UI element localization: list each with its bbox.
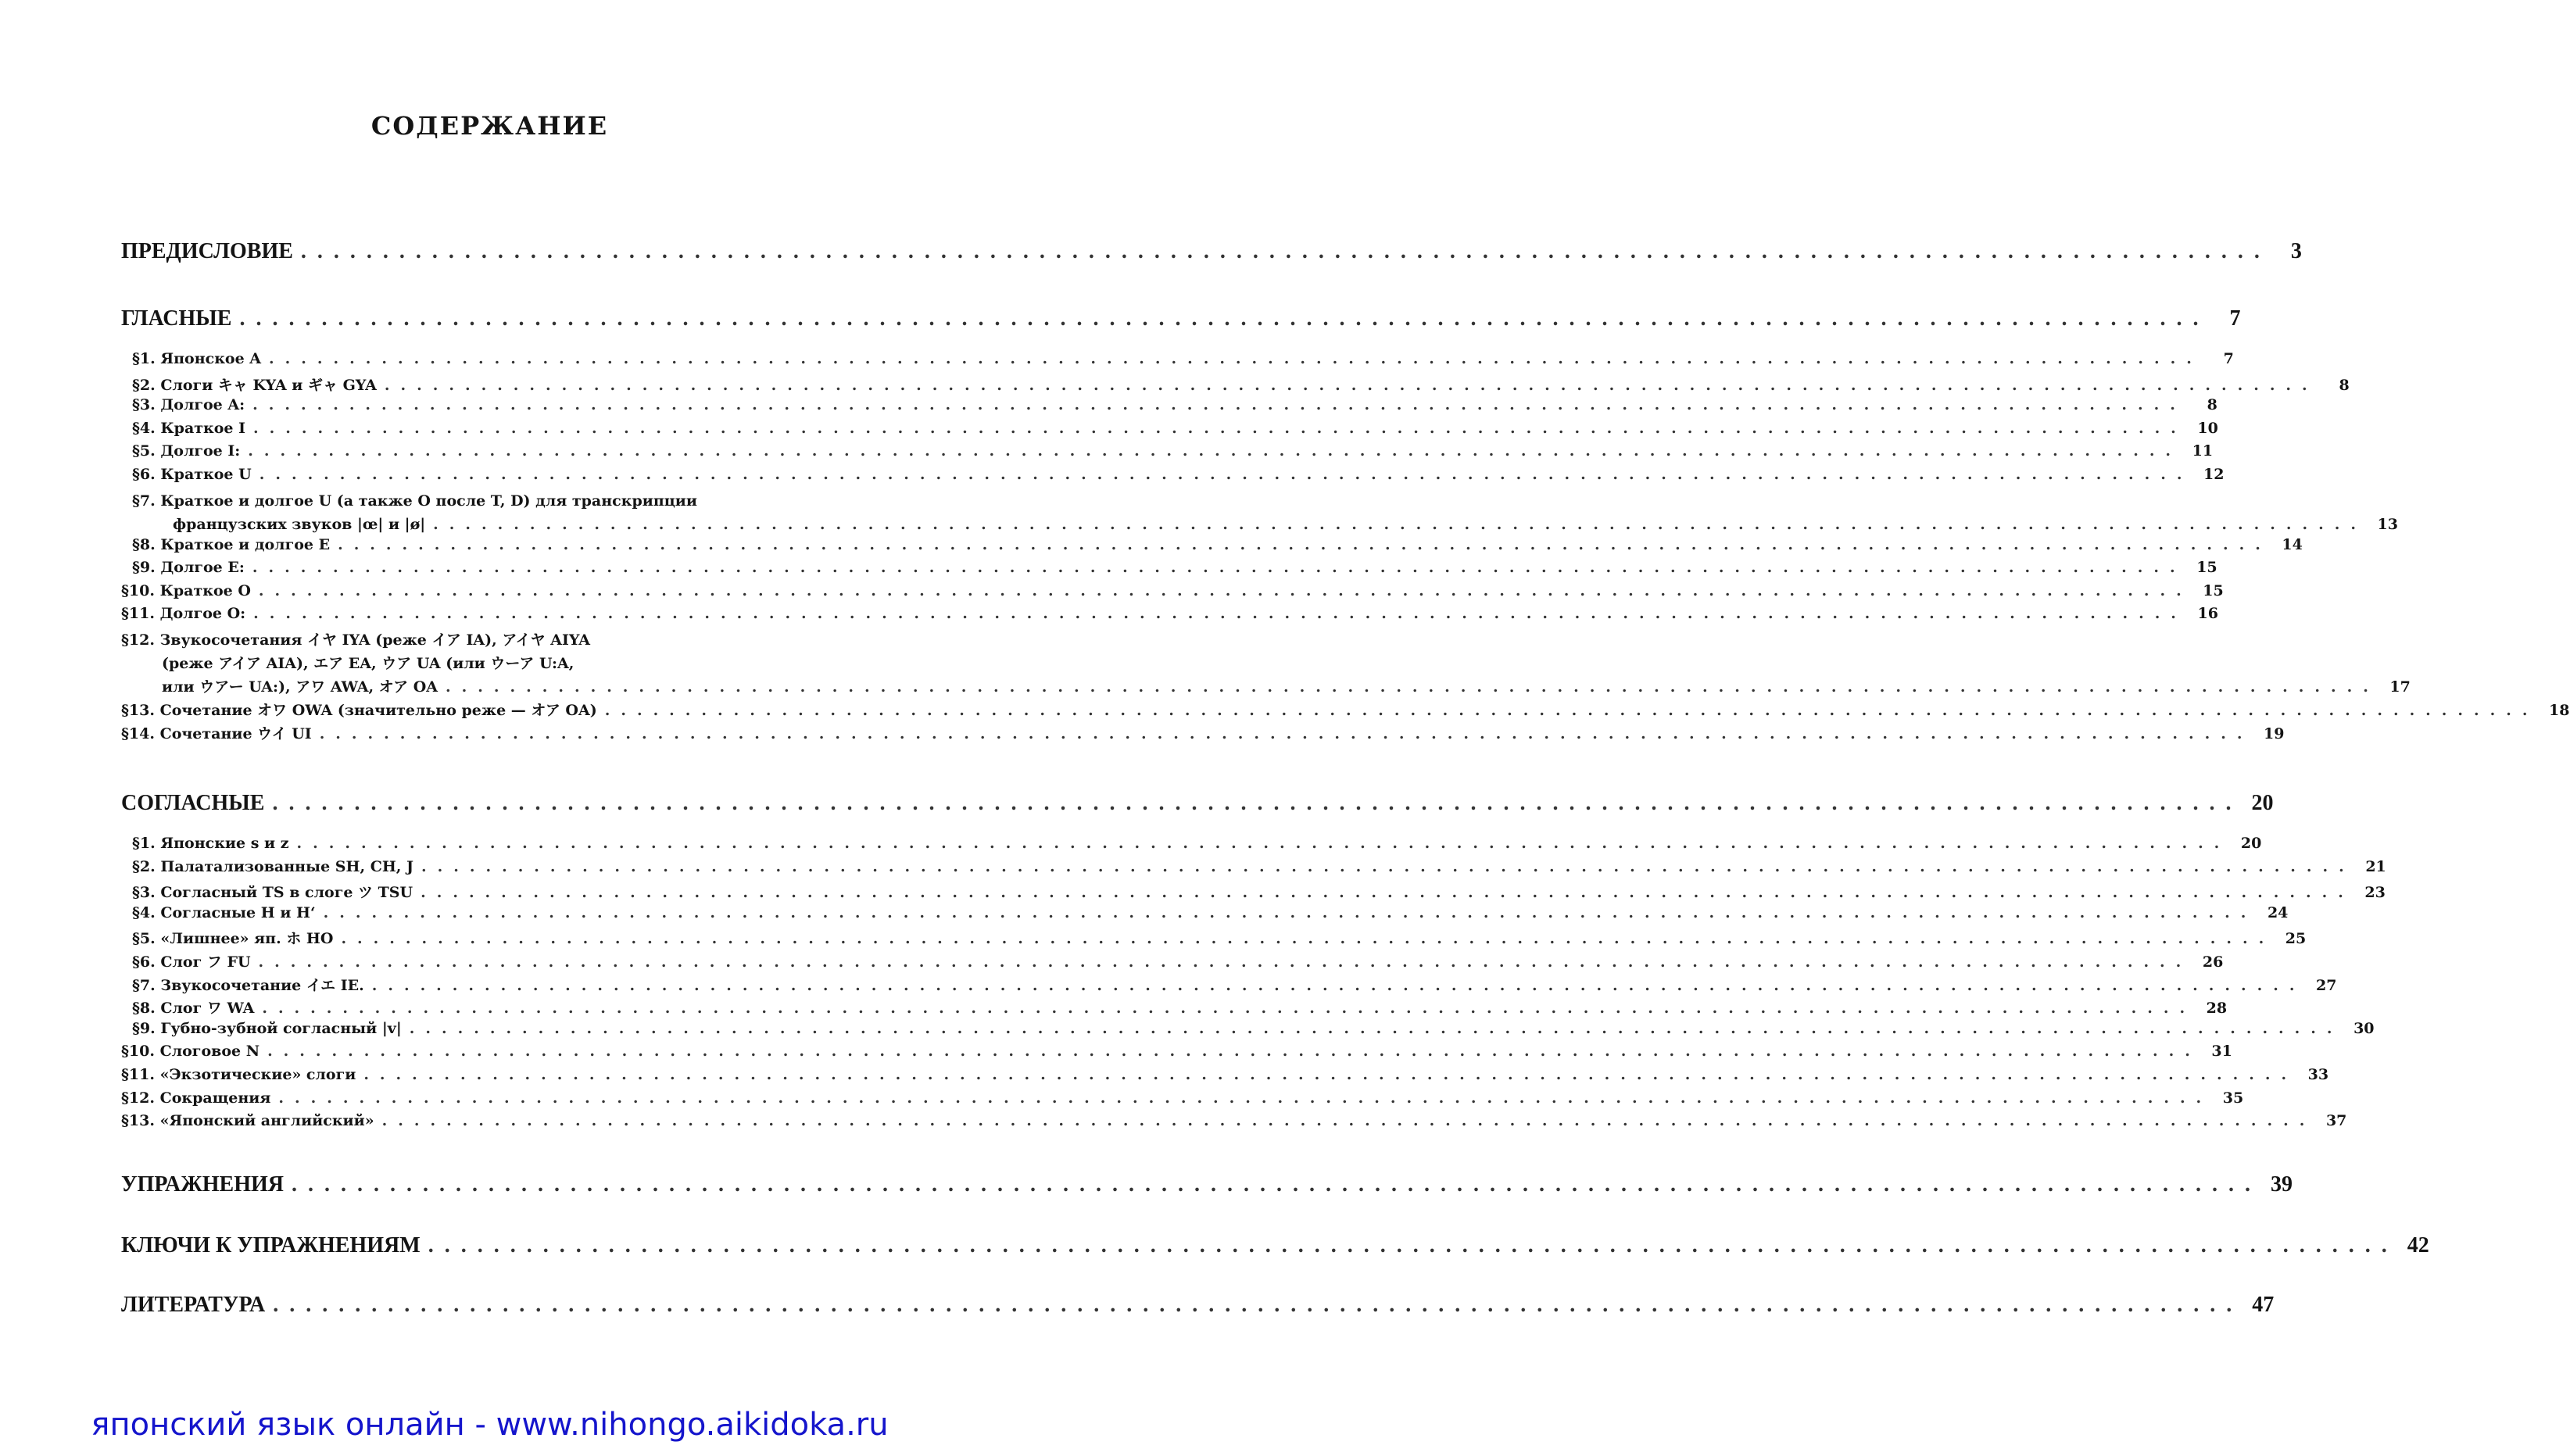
toc-heading-exercises[interactable] — [121, 1172, 2293, 1205]
toc-page-number: 18 — [2549, 701, 2570, 719]
dot-leader: ........................................................................................................................ — [292, 1172, 2261, 1197]
dot-leader: ........................................................................................................................ — [421, 884, 2354, 902]
toc-page-number: 20 — [2240, 835, 2262, 852]
toc-heading-label: СОГЛАСНЫЕ — [121, 791, 265, 815]
toc-item-label: §9. Губно-зубной согласный |v| — [132, 1019, 402, 1037]
toc-vowels — [121, 306, 2570, 745]
toc-page-number: 10 — [2197, 419, 2218, 437]
toc-item-vowel[interactable] — [121, 722, 2285, 746]
dot-leader: ........................................................................................................................ — [262, 1000, 2196, 1018]
toc-heading-label: ЛИТЕРАТУРА — [121, 1293, 266, 1317]
toc-item-label: §9. Долгое E: — [132, 559, 245, 577]
dot-leader: ........................................................................................................................ — [433, 515, 2367, 533]
toc-item-vowel[interactable] — [121, 419, 2218, 443]
toc-page-number: 35 — [2222, 1089, 2244, 1107]
dot-leader: ........................................................................................................................ — [267, 1043, 2201, 1061]
dot-leader: ........................................................................................................................ — [446, 678, 2379, 696]
toc-item-vowel[interactable] — [121, 559, 2217, 582]
toc-item-label: §5. «Лишнее» яп. ホ HO — [132, 930, 334, 948]
dot-leader: ........................................................................................................................ — [252, 396, 2186, 414]
toc-item-consonant[interactable] — [121, 881, 2386, 904]
dot-leader: ........................................................................................................................ — [428, 1233, 2398, 1257]
toc-item-line: §7. Краткое и долгое U (а также O после T, D) для транскрипции — [132, 492, 697, 510]
toc-item-vowel[interactable] — [121, 374, 2350, 397]
toc-item-label: §6. Краткое U — [132, 465, 252, 483]
toc-item-vowel[interactable] — [121, 535, 2303, 560]
toc-item-consonant[interactable] — [121, 974, 2337, 997]
toc-heading-preface[interactable] — [121, 239, 2302, 272]
dot-leader: ........................................................................................................................ — [248, 442, 2182, 460]
toc-heading-consonants[interactable] — [121, 791, 2274, 824]
dot-leader: ........................................................................................................................ — [253, 419, 2187, 437]
toc-item-line: или ウアー UA:), アワ AWA, オア OA — [162, 678, 438, 696]
toc-page-number: 7 — [2229, 306, 2241, 331]
dot-leader: ........................................................................................................................ — [341, 930, 2275, 948]
toc-item-consonant[interactable] — [121, 835, 2262, 858]
toc-item-label: §13. Сочетание オワ OWA (значительно реже — オア OA) — [121, 701, 597, 719]
dot-leader: ........................................................................................................................ — [323, 903, 2257, 921]
toc-page-number: 27 — [2316, 976, 2337, 994]
toc-item-consonant[interactable] — [121, 857, 2386, 882]
toc-page-number: 15 — [2196, 559, 2217, 577]
toc-item-line: §12. Звукосочетания イヤ IYA (реже イア IA), アイヤ AIYA — [121, 631, 591, 649]
dot-leader: ........................................................................................................................ — [363, 1065, 2298, 1083]
dot-leader: ........................................................................................................................ — [319, 724, 2253, 742]
toc-heading-label: КЛЮЧИ К УПРАЖНЕНИЯМ — [121, 1233, 421, 1257]
toc-page-number: 23 — [2364, 884, 2386, 902]
page-title: СОДЕРЖАНИЕ — [370, 111, 609, 141]
toc-item-vowel[interactable] — [121, 396, 2217, 420]
toc-exercises — [121, 1172, 2293, 1205]
toc-item-label: §2. Палатализованные SH, CH, J — [132, 857, 413, 875]
dot-leader: ........................................................................................................................ — [296, 835, 2231, 852]
toc-item-label: §13. «Японский английский» — [121, 1112, 374, 1130]
toc-item-label: §11. Долгое O: — [121, 605, 246, 623]
toc-heading-literature[interactable] — [121, 1293, 2275, 1325]
dot-leader: ........................................................................................................................ — [409, 1019, 2343, 1037]
toc-item-vowel-12[interactable] — [121, 628, 2411, 699]
toc-item-label: §6. Слог フ FU — [132, 953, 251, 971]
dot-leader: ........................................................................................................................ — [239, 306, 2210, 331]
toc-item-label: §11. «Экзотические» слоги — [121, 1065, 356, 1083]
toc-item-label: §8. Слог ワ WA — [132, 1000, 255, 1018]
toc-heading-label: ГЛАСНЫЕ — [121, 306, 232, 331]
toc-item-label: §1. Японское A — [132, 350, 262, 367]
toc-page-number: 37 — [2325, 1112, 2347, 1130]
toc-page-number: 20 — [2251, 791, 2274, 815]
toc-page-number: 13 — [2377, 515, 2398, 533]
dot-leader: ........................................................................................................................ — [384, 376, 2318, 394]
toc-item-label: §3. Долгое A: — [132, 396, 245, 414]
dot-leader: ........................................................................................................................ — [273, 1293, 2243, 1317]
toc-page-number: 33 — [2307, 1065, 2329, 1083]
toc-heading-keys[interactable] — [121, 1233, 2429, 1266]
toc-item-label: §4. Краткое I — [132, 419, 246, 437]
toc-page-number: 21 — [2365, 857, 2386, 875]
toc-item-label: §14. Сочетание ウイ UI — [121, 724, 312, 742]
toc-keys — [121, 1233, 2429, 1266]
toc-page-number: 42 — [2407, 1233, 2429, 1257]
dot-leader: ........................................................................................................................ — [272, 791, 2242, 815]
toc-page-number: 8 — [2339, 376, 2350, 394]
toc-page-number: 30 — [2353, 1019, 2375, 1037]
toc-preface — [121, 239, 2302, 272]
toc-item-consonant[interactable] — [121, 1065, 2329, 1089]
toc-page-number: 8 — [2207, 396, 2217, 414]
toc-heading-label: ПРЕДИСЛОВИЕ — [121, 239, 293, 263]
toc-item-consonant[interactable] — [121, 927, 2307, 950]
footer-website-link[interactable]: японский язык онлайн - www.nihongo.aikidoka.ru — [91, 1407, 889, 1443]
dot-leader: ........................................................................................................................ — [278, 1089, 2213, 1107]
toc-page-number: 7 — [2223, 350, 2234, 367]
toc-item-label: §1. Японские s и z — [132, 835, 289, 852]
toc-item-label: §8. Краткое и долгое E — [132, 535, 331, 553]
dot-leader: ........................................................................................................................ — [269, 350, 2203, 367]
toc-item-label: §7. Звукосочетание イエ IE. — [132, 976, 364, 994]
toc-page-number: 14 — [2282, 535, 2303, 553]
toc-page-number: 25 — [2285, 930, 2307, 948]
toc-page-number: 3 — [2290, 239, 2302, 263]
toc-page-number: 47 — [2252, 1293, 2275, 1317]
toc-item-consonant[interactable] — [121, 903, 2289, 928]
toc-item-consonant[interactable] — [121, 1112, 2347, 1136]
toc-item-label: §5. Долгое I: — [132, 442, 241, 460]
toc-item-label: §12. Сокращения — [121, 1089, 271, 1107]
dot-leader: ........................................................................................................................ — [259, 465, 2193, 483]
toc-item-vowel[interactable] — [121, 605, 2218, 628]
toc-page-number: 16 — [2197, 605, 2218, 623]
toc-page-number: 12 — [2203, 465, 2225, 483]
dot-leader: ........................................................................................................................ — [338, 535, 2271, 553]
dot-leader: ........................................................................................................................ — [604, 701, 2539, 719]
toc-heading-label: УПРАЖНЕНИЯ — [121, 1172, 284, 1197]
dot-leader: ........................................................................................................................ — [421, 857, 2355, 875]
toc-page-number: 11 — [2192, 442, 2214, 460]
toc-item-consonant[interactable] — [121, 1089, 2244, 1113]
toc-consonants — [121, 791, 2386, 1136]
dot-leader: ........................................................................................................................ — [300, 239, 2271, 263]
toc-item-consonant[interactable] — [121, 950, 2224, 974]
toc-item-vowel[interactable] — [121, 350, 2234, 374]
toc-page-number: 26 — [2202, 953, 2224, 971]
toc-page-number: 39 — [2271, 1172, 2293, 1197]
toc-item-consonant[interactable] — [121, 1043, 2232, 1066]
toc-item-line: (реже アイア AIA), エア EA, ウア UA (или ウーア U:A, — [162, 654, 574, 672]
toc-page-number: 24 — [2267, 903, 2289, 921]
toc-page-number: 19 — [2264, 724, 2285, 742]
toc-item-label: §2. Слоги キャ KYA и ギャ GYA — [132, 376, 377, 394]
toc-item-label: §10. Слоговое N — [121, 1043, 260, 1061]
toc-page-number: 31 — [2211, 1043, 2232, 1061]
toc-item-vowel[interactable] — [121, 465, 2225, 489]
toc-item-vowel[interactable] — [121, 581, 2224, 606]
toc-item-vowel[interactable] — [121, 442, 2214, 466]
toc-item-vowel[interactable] — [121, 699, 2570, 722]
toc-page-number: 17 — [2389, 678, 2411, 696]
toc-item-label: §3. Согласный TS в слоге ツ TSU — [132, 884, 413, 902]
dot-leader: ........................................................................................................................ — [371, 976, 2306, 994]
toc-item-consonant[interactable] — [121, 996, 2228, 1020]
toc-item-consonant[interactable] — [121, 1019, 2375, 1043]
toc-item-label: §4. Согласные H и H‘ — [132, 903, 316, 921]
toc-literature — [121, 1293, 2275, 1325]
toc-page-number: 28 — [2206, 1000, 2228, 1018]
dot-leader: ........................................................................................................................ — [258, 581, 2192, 599]
dot-leader: ........................................................................................................................ — [252, 559, 2186, 577]
toc-item-line: французских звуков |œ| и |ø| — [173, 515, 426, 533]
toc-item-vowel-7[interactable] — [121, 489, 2398, 536]
toc-item-label: §10. Краткое O — [121, 581, 251, 599]
dot-leader: ........................................................................................................................ — [381, 1112, 2316, 1130]
dot-leader: ........................................................................................................................ — [258, 953, 2192, 971]
toc-page-number: 15 — [2203, 581, 2224, 599]
dot-leader: ........................................................................................................................ — [253, 605, 2187, 623]
toc-heading-vowels[interactable] — [121, 306, 2241, 339]
